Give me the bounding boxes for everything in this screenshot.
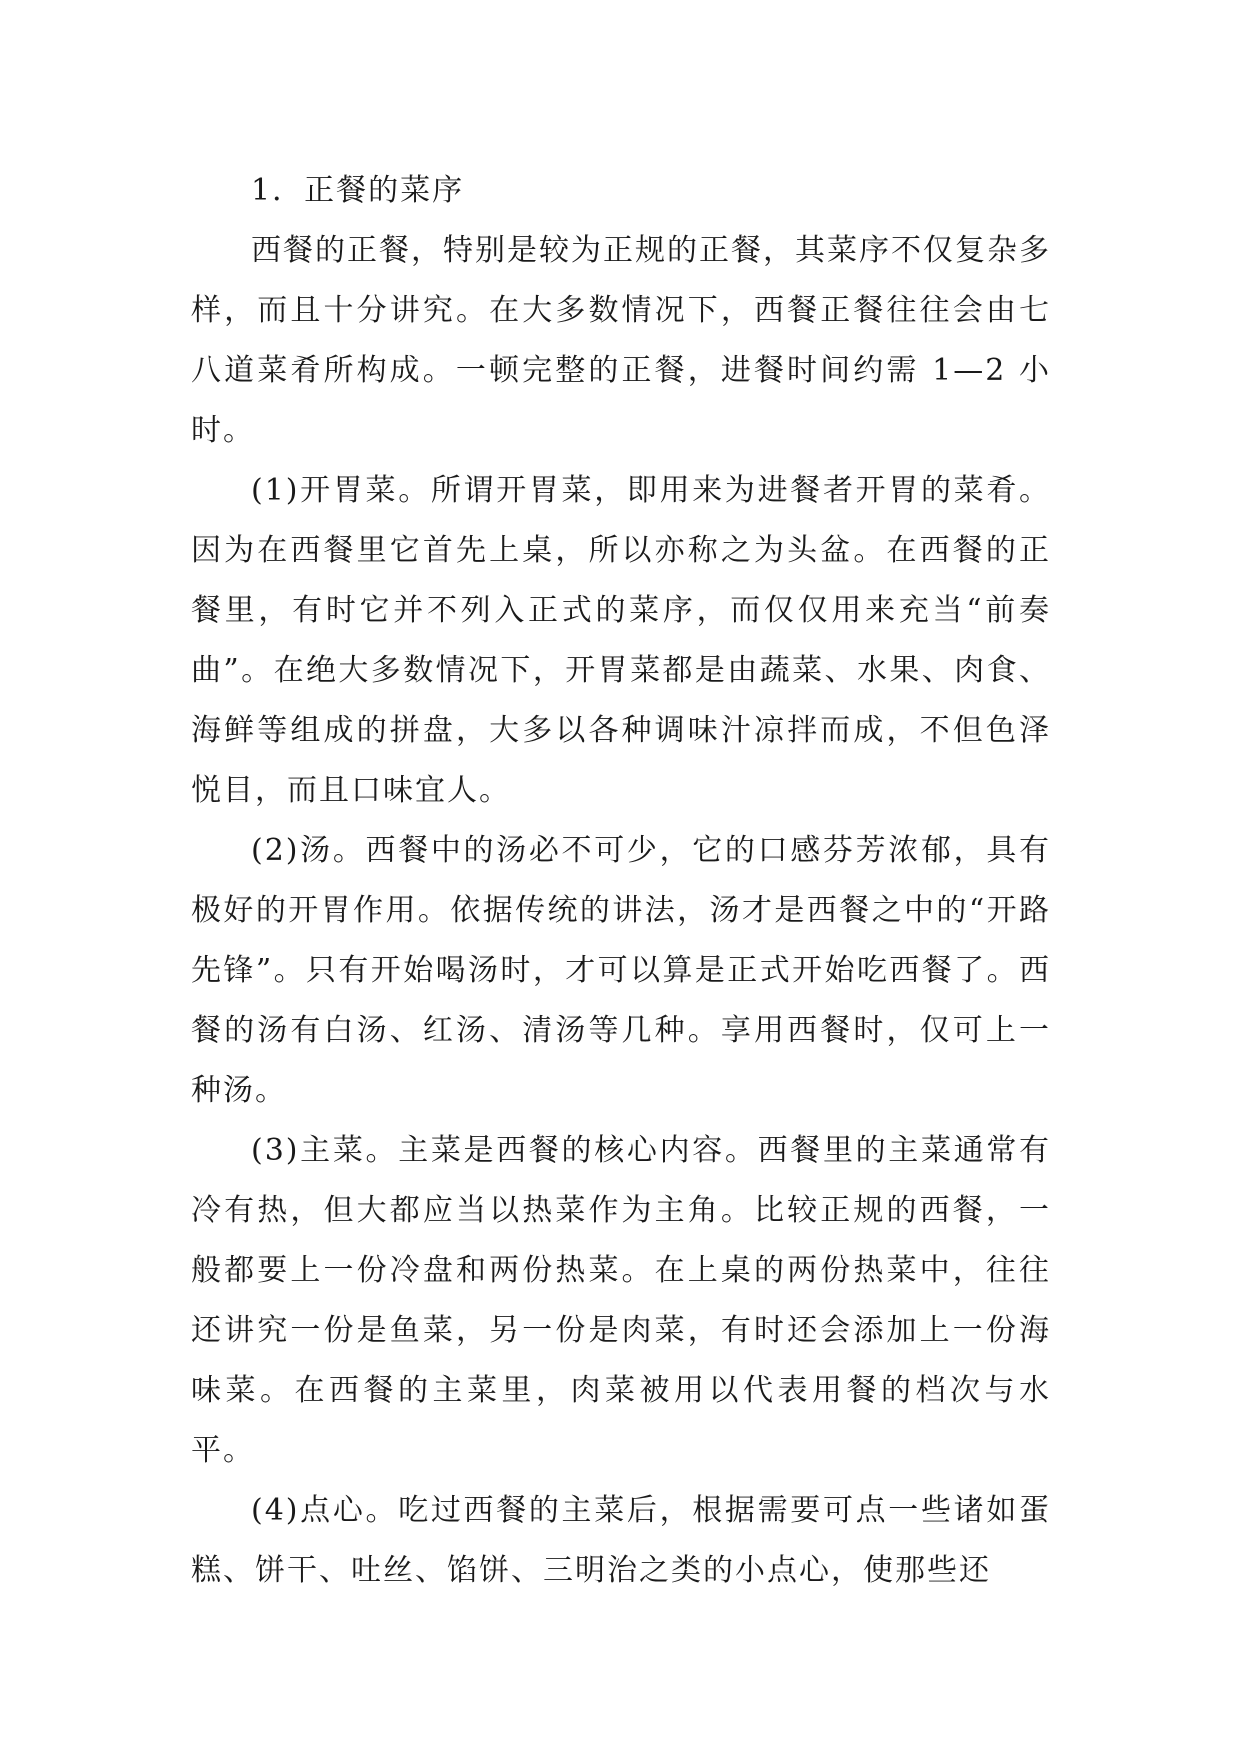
paragraph-soup: (2)汤。西餐中的汤必不可少，它的口感芬芳浓郁，具有极好的开胃作用。依据传统的讲法，汤才是西餐之中的“开路先锋”。只有开始喝汤时，才可以算是正式开始吃西餐了。西餐的汤有白汤、红汤、清汤等几种。享用西餐时，仅可上一种汤。 — [191, 833, 1051, 1108]
section-heading: 1．正餐的菜序 — [251, 173, 465, 208]
paragraph-main-course: (3)主菜。主菜是西餐的核心内容。西餐里的主菜通常有冷有热，但大都应当以热菜作为主角。比较正规的西餐，一般都要上一份冷盘和两份热菜。在上桌的两份热菜中，往往还讲究一份是鱼菜，另一份是肉菜，有时还会添加上一份海味菜。在西餐的主菜里，肉菜被用以代表用餐的档次与水平。 — [191, 1133, 1051, 1468]
paragraph-appetizer: (1)开胃菜。所谓开胃菜，即用来为进餐者开胃的菜肴。因为在西餐里它首先上桌，所以亦称之为头盆。在西餐的正餐里，有时它并不列入正式的菜序，而仅仅用来充当“前奏曲”。在绝大多数情况下，开胃菜都是由蔬菜、水果、肉食、海鲜等组成的拼盘，大多以各种调味汁凉拌而成，不但色泽悦目，而且口味宜人。 — [191, 473, 1051, 808]
paragraph-intro: 西餐的正餐，特别是较为正规的正餐，其菜序不仅复杂多样，而且十分讲究。在大多数情况下，西餐正餐往往会由七八道菜肴所构成。一顿完整的正餐，进餐时间约需 1—2 小时。 — [191, 233, 1051, 448]
body-text — [191, 161, 1051, 1601]
paragraph-dessert: (4)点心。吃过西餐的主菜后，根据需要可点一些诸如蛋糕、饼干、吐丝、馅饼、三明治之类的小点心，使那些还 — [191, 1493, 1051, 1588]
